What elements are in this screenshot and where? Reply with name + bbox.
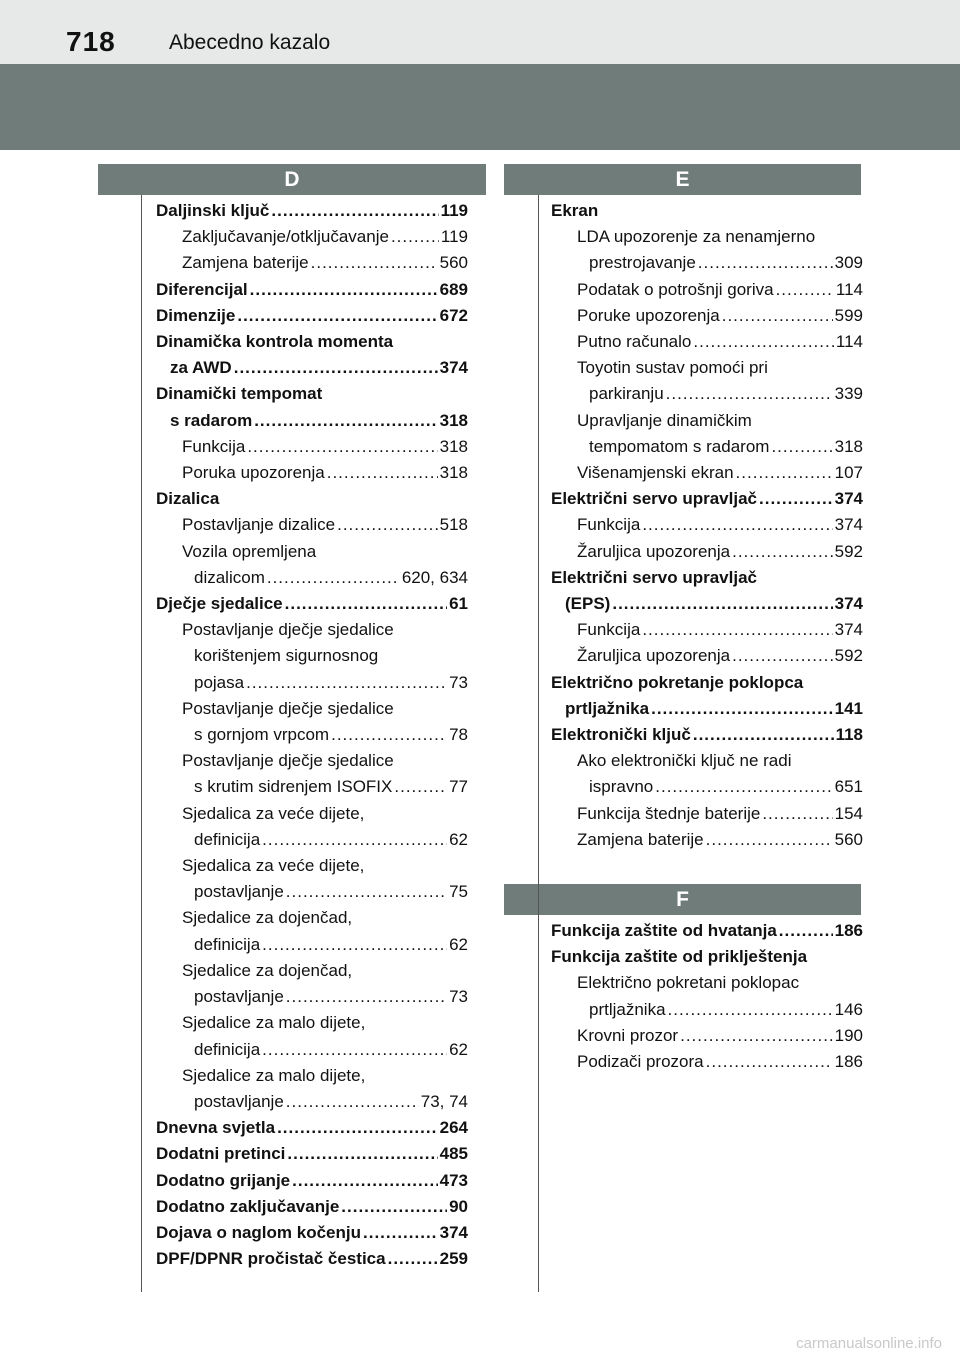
page-reference: 318 — [439, 436, 468, 456]
section-header-f: F — [504, 884, 861, 915]
index-entry — [156, 1141, 468, 1167]
index-term: Toyotin sustav pomoći pri — [577, 358, 768, 378]
index-entry — [156, 1194, 468, 1220]
page-reference: 73 — [449, 672, 468, 692]
index-term: Ekran — [551, 201, 599, 220]
page-reference: 592 — [834, 541, 863, 561]
dot-leader — [642, 512, 832, 538]
dot-leader — [287, 1141, 437, 1167]
dot-leader — [262, 932, 447, 958]
index-term: Elektronički ključ — [551, 725, 691, 745]
page-reference: 107 — [834, 463, 863, 483]
index-term: LDA upozorenje za nenamjerno — [577, 227, 816, 247]
index-term: Funkcija — [577, 620, 641, 640]
dot-leader — [277, 1115, 438, 1141]
column-rule-e — [538, 195, 539, 1292]
index-entry — [156, 512, 468, 538]
dot-leader — [262, 827, 447, 853]
index-entry — [156, 1246, 468, 1272]
index-entry — [156, 879, 468, 905]
dot-leader — [267, 565, 400, 591]
index-term: Postavljanje dječje sjedalice — [182, 751, 394, 771]
dot-leader — [246, 670, 447, 696]
index-entry — [156, 1010, 468, 1036]
index-entry — [156, 905, 468, 931]
index-term: Funkcija — [577, 515, 641, 535]
index-term: Funkcija — [182, 436, 246, 456]
dot-leader — [655, 774, 832, 800]
page-reference: 75 — [449, 882, 468, 902]
dot-leader — [779, 918, 833, 944]
index-term: postavljanje — [194, 882, 284, 902]
index-term: Dodatno grijanje — [156, 1170, 291, 1190]
index-entry — [156, 460, 468, 486]
index-entry — [551, 970, 863, 996]
index-term: prtljažnika — [589, 999, 666, 1019]
page-reference: 186 — [834, 1052, 863, 1072]
index-term: Daljinski ključ — [156, 201, 270, 220]
watermark: carmanualsonline.info — [796, 1335, 942, 1352]
index-term: Električni servo upravljač — [551, 489, 757, 509]
index-entry — [156, 853, 468, 879]
page-reference: 309 — [834, 253, 863, 273]
index-term: Zamjena baterije — [577, 829, 704, 849]
index-entry — [551, 434, 863, 460]
index-entry — [551, 224, 863, 250]
index-entry — [156, 1037, 468, 1063]
page-reference: 61 — [449, 594, 468, 614]
page-reference: 592 — [834, 646, 863, 666]
page-reference: 146 — [834, 999, 863, 1019]
header-banner — [0, 64, 960, 150]
index-entry — [156, 958, 468, 984]
dot-leader — [250, 277, 438, 303]
page-reference: 560 — [834, 829, 863, 849]
index-term: definicija — [194, 1039, 261, 1059]
index-term: Dimenzije — [156, 305, 236, 325]
index-entry — [156, 696, 468, 722]
page-reference: 318 — [439, 463, 468, 483]
index-entry — [156, 984, 468, 1010]
index-term: DPF/DPNR pročistač čestica — [156, 1249, 386, 1269]
page-reference: 689 — [439, 279, 468, 299]
index-entry — [551, 277, 863, 303]
index-entry — [551, 722, 863, 748]
dot-leader — [391, 224, 439, 250]
dot-leader — [363, 1220, 438, 1246]
index-term: prtljažnika — [565, 698, 650, 718]
dot-leader — [693, 722, 834, 748]
dot-leader — [286, 879, 447, 905]
index-entry — [156, 774, 468, 800]
index-entry — [551, 329, 863, 355]
index-term: Žaruljica upozorenja — [577, 541, 731, 561]
index-term: Poruka upozorenja — [182, 463, 325, 483]
index-entry — [156, 1115, 468, 1141]
index-entry — [551, 408, 863, 434]
index-term: (EPS) — [565, 594, 611, 614]
index-entry — [551, 774, 863, 800]
page-reference: 77 — [449, 777, 468, 797]
index-entry — [156, 198, 468, 224]
dot-leader — [771, 434, 832, 460]
index-entry — [156, 539, 468, 565]
index-term: postavljanje — [194, 1091, 284, 1111]
header-strip — [0, 0, 960, 64]
dot-leader — [285, 591, 447, 617]
dot-leader — [234, 355, 438, 381]
index-entry — [156, 303, 468, 329]
index-entry — [156, 329, 468, 355]
dot-leader — [394, 774, 447, 800]
page-reference: 119 — [440, 227, 468, 247]
page-reference: 62 — [449, 1039, 468, 1059]
dot-leader — [292, 1168, 438, 1194]
index-term: za AWD — [170, 358, 232, 378]
index-entry — [156, 722, 468, 748]
index-term: Dnevna svjetla — [156, 1118, 276, 1138]
index-entry — [551, 591, 863, 617]
dot-leader — [732, 643, 833, 669]
index-entry — [156, 591, 468, 617]
index-entry — [156, 932, 468, 958]
index-term: Dojava o naglom kočenju — [156, 1222, 361, 1242]
index-entry — [156, 277, 468, 303]
index-entry — [156, 250, 468, 276]
dot-leader — [286, 1089, 419, 1115]
index-column-f — [551, 918, 863, 1075]
dot-leader — [262, 1037, 447, 1063]
index-term: Sjedalice za malo dijete, — [182, 1013, 366, 1033]
index-entry — [551, 827, 863, 853]
index-entry — [551, 539, 863, 565]
dot-leader — [337, 512, 438, 538]
index-term: Električni servo upravljač — [551, 567, 757, 587]
index-entry — [156, 748, 468, 774]
index-term: dizalicom — [194, 567, 265, 587]
index-term: definicija — [194, 934, 261, 954]
index-term: Podatak o potrošnji goriva — [577, 279, 774, 299]
index-entry — [551, 303, 863, 329]
dot-leader — [311, 250, 438, 276]
page-reference: 118 — [835, 725, 863, 745]
index-term: Podizači prozora — [577, 1052, 704, 1072]
index-entry — [156, 355, 468, 381]
index-term: Žaruljica upozorenja — [577, 646, 731, 666]
page-reference: 374 — [834, 620, 863, 640]
index-term: tempomatom s radarom — [589, 436, 770, 456]
index-entry — [551, 944, 863, 970]
index-entry — [156, 827, 468, 853]
index-term: korištenjem sigurnosnog — [194, 646, 379, 666]
page-reference: 78 — [449, 725, 468, 745]
index-term: Sjedalica za veće dijete, — [182, 856, 365, 876]
page-reference: 114 — [835, 279, 863, 299]
dot-leader — [693, 329, 834, 355]
index-entry — [551, 748, 863, 774]
dot-leader — [612, 591, 832, 617]
page-reference: 90 — [449, 1196, 468, 1216]
index-term: Funkcija zaštite od hvatanja — [551, 921, 777, 940]
dot-leader — [706, 827, 833, 853]
page-reference: 374 — [834, 594, 863, 614]
index-entry — [551, 1049, 863, 1075]
dot-leader — [642, 617, 832, 643]
index-term: pojasa — [194, 672, 245, 692]
index-entry — [156, 617, 468, 643]
index-term: Višenamjenski ekran — [577, 463, 734, 483]
index-term: definicija — [194, 829, 261, 849]
index-term: Sjedalice za malo dijete, — [182, 1065, 366, 1085]
page-reference: 186 — [834, 921, 863, 940]
index-term: Električno pokretanje poklopca — [551, 672, 804, 692]
index-entry — [551, 381, 863, 407]
index-entry — [156, 224, 468, 250]
page-reference: 672 — [439, 305, 468, 325]
index-entry — [551, 801, 863, 827]
index-term: parkiranju — [589, 384, 664, 404]
index-term: Dodatni pretinci — [156, 1144, 286, 1164]
index-term: Diferencijal — [156, 279, 248, 299]
page-reference: 119 — [440, 201, 468, 220]
index-term: Ako elektronički ključ ne radi — [577, 751, 792, 771]
index-entry — [156, 1168, 468, 1194]
page-reference: 154 — [834, 803, 863, 823]
index-entry — [551, 997, 863, 1023]
column-rule-d — [141, 195, 142, 1292]
page-reference: 114 — [835, 332, 863, 352]
index-entry — [156, 670, 468, 696]
dot-leader — [388, 1246, 438, 1272]
index-term: ispravno — [589, 777, 654, 797]
section-header-e: E — [504, 164, 861, 195]
index-entry — [156, 643, 468, 669]
dot-leader — [327, 460, 438, 486]
index-entry — [551, 1023, 863, 1049]
page-reference: 73 — [449, 987, 468, 1007]
index-entry — [156, 486, 468, 512]
dot-leader — [736, 460, 833, 486]
index-term: Postavljanje dječje sjedalice — [182, 620, 394, 640]
index-term: Putno računalo — [577, 332, 692, 352]
index-term: Vozila opremljena — [182, 541, 317, 561]
index-term: Električno pokretani poklopac — [577, 973, 800, 993]
index-term: prestrojavanje — [589, 253, 696, 273]
index-column-e — [551, 198, 863, 853]
dot-leader — [237, 303, 437, 329]
dot-leader — [698, 250, 833, 276]
page-title: Abecedno kazalo — [169, 31, 331, 54]
index-entry — [156, 1089, 468, 1115]
index-term: Zaključavanje/otključavanje — [182, 227, 389, 247]
dot-leader — [759, 486, 833, 512]
page-reference: 599 — [834, 305, 863, 325]
dot-leader — [254, 408, 437, 434]
page-reference: 518 — [439, 515, 468, 535]
dot-leader — [706, 1049, 833, 1075]
index-entry — [551, 460, 863, 486]
page-reference: 141 — [834, 698, 863, 718]
index-entry — [156, 801, 468, 827]
index-term: Funkcija štednje baterije — [577, 803, 761, 823]
index-term: Krovni prozor — [577, 1025, 679, 1045]
dot-leader — [271, 198, 438, 224]
page-reference: 485 — [439, 1144, 468, 1164]
page-reference: 259 — [439, 1249, 468, 1269]
page-reference: 620, 634 — [401, 567, 468, 587]
page-reference: 318 — [439, 410, 468, 430]
page-reference: 374 — [439, 1222, 468, 1242]
index-term: s krutim sidrenjem ISOFIX — [194, 777, 393, 797]
page-reference: 374 — [834, 489, 863, 509]
page-number: 718 — [66, 26, 116, 57]
index-term: Dizalica — [156, 489, 220, 509]
page-reference: 374 — [834, 515, 863, 535]
dot-leader — [286, 984, 447, 1010]
dot-leader — [668, 997, 833, 1023]
index-term: Postavljanje dječje sjedalice — [182, 698, 394, 718]
dot-leader — [247, 434, 437, 460]
index-column-d — [156, 198, 468, 1272]
dot-leader — [762, 801, 832, 827]
index-entry — [551, 250, 863, 276]
index-term: postavljanje — [194, 987, 284, 1007]
index-entry — [156, 565, 468, 591]
dot-leader — [776, 277, 834, 303]
index-entry — [551, 617, 863, 643]
index-term: Sjedalica za veće dijete, — [182, 803, 365, 823]
index-entry — [156, 1063, 468, 1089]
dot-leader — [680, 1023, 833, 1049]
page-reference: 339 — [834, 384, 863, 404]
dot-leader — [722, 303, 833, 329]
index-entry — [551, 565, 863, 591]
index-entry — [551, 486, 863, 512]
index-entry — [551, 670, 863, 696]
index-term: Dječje sjedalice — [156, 594, 283, 614]
index-entry — [551, 512, 863, 538]
index-entry — [551, 643, 863, 669]
index-term: s gornjom vrpcom — [194, 725, 330, 745]
index-term: Zamjena baterije — [182, 253, 309, 273]
index-term: Poruke upozorenja — [577, 305, 720, 325]
dot-leader — [666, 381, 833, 407]
index-entry — [551, 918, 863, 944]
dot-leader — [331, 722, 447, 748]
section-header-d: D — [98, 164, 486, 195]
page-reference: 264 — [439, 1118, 468, 1138]
page-reference: 473 — [439, 1170, 468, 1190]
index-entry — [156, 434, 468, 460]
page-reference: 62 — [449, 934, 468, 954]
index-term: Sjedalice za dojenčad, — [182, 960, 353, 980]
index-entry — [156, 408, 468, 434]
dot-leader — [651, 696, 833, 722]
page-reference: 318 — [834, 436, 863, 456]
index-entry — [551, 696, 863, 722]
index-term: Postavljanje dizalice — [182, 515, 336, 535]
page-reference: 374 — [439, 358, 468, 378]
index-entry — [156, 1220, 468, 1246]
index-entry — [551, 355, 863, 381]
page-reference: 651 — [834, 777, 863, 797]
index-term: Dinamički tempomat — [156, 384, 323, 404]
index-term: Sjedalice za dojenčad, — [182, 908, 353, 928]
page-reference: 62 — [449, 829, 468, 849]
index-term: Dinamička kontrola momenta — [156, 332, 394, 352]
page-reference: 560 — [439, 253, 468, 273]
index-term: s radarom — [170, 410, 253, 430]
index-term: Funkcija zaštite od priklještenja — [551, 947, 808, 967]
index-entry — [551, 198, 863, 224]
index-term: Upravljanje dinamičkim — [577, 410, 752, 430]
index-term: Dodatno zaključavanje — [156, 1196, 340, 1216]
page-reference: 73, 74 — [420, 1091, 468, 1111]
index-entry — [156, 381, 468, 407]
dot-leader — [341, 1194, 447, 1220]
dot-leader — [732, 539, 833, 565]
page-reference: 190 — [834, 1025, 863, 1045]
